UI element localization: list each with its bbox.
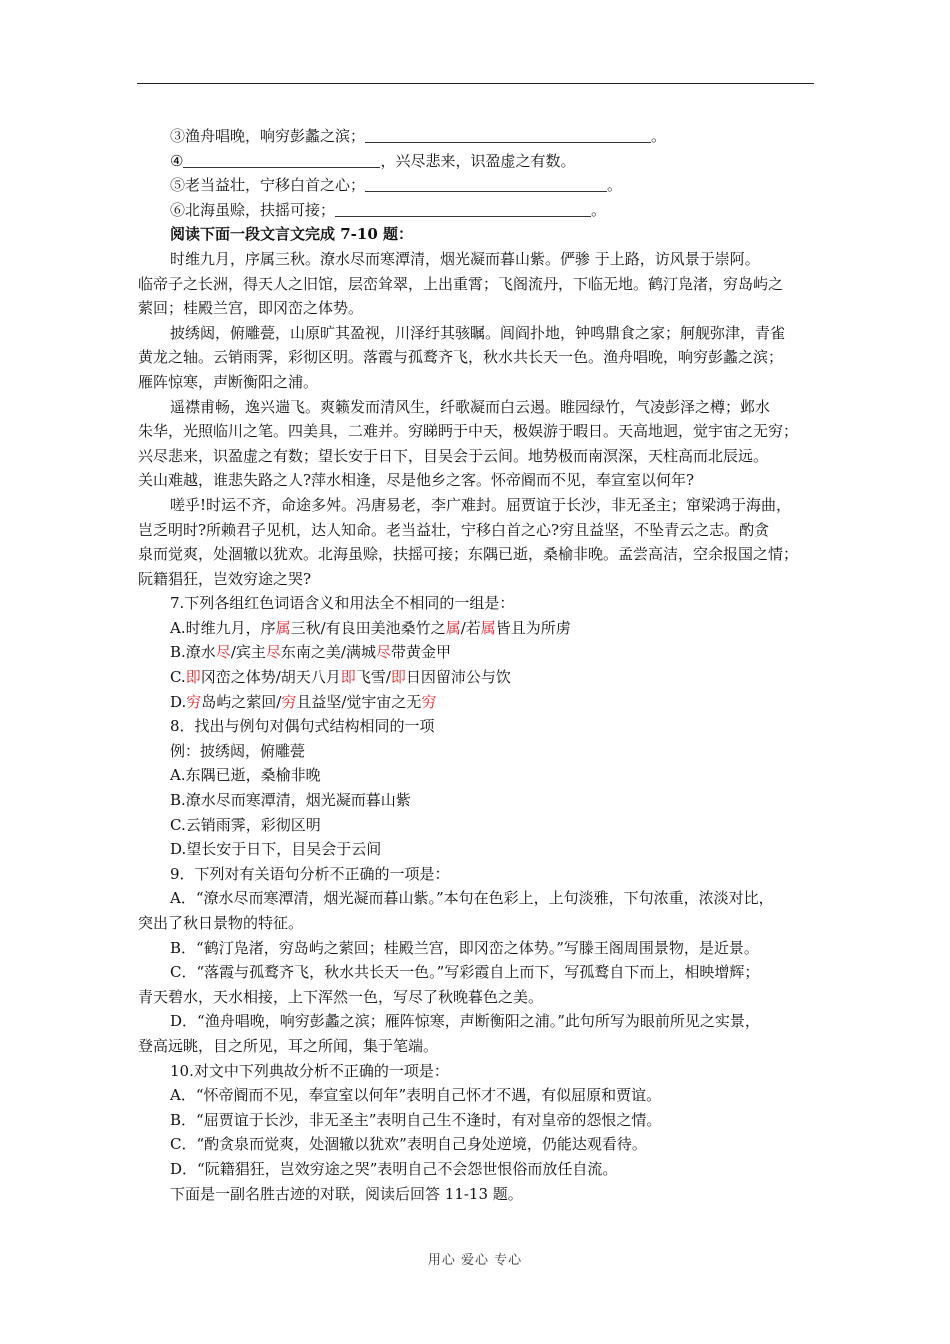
q7-d-text: 岛屿之萦回/ xyxy=(201,692,282,711)
answer-blank-3[interactable] xyxy=(365,127,651,143)
q7-b-highlight: 尽 xyxy=(265,643,281,662)
passage-line: 黄龙之轴。云销雨霁，彩彻区明。落霞与孤鹜齐飞，秋水共长天一色。渔舟唱晚，响穷彭蠡之滨； xyxy=(138,348,784,367)
passage-line: 萦回；桂殿兰宫，即冈峦之体势。 xyxy=(138,299,364,318)
fill-blank-3-text: ③渔舟唱晚，响穷彭蠡之滨； xyxy=(170,127,366,145)
q9-option-c[interactable]: C．“落霞与孤鹜齐飞，秋水共长天一色。”写彩霞自上而下，写孤鹜自下而上，相映增辉； xyxy=(170,963,760,982)
q9-option-d-cont: 登高远眺，目之所见，耳之所闻，集于笔端。 xyxy=(138,1036,439,1055)
q7-b-text: 带黄金甲 xyxy=(390,643,451,662)
fill-blank-5-text: ⑤老当益壮，宁移白首之心； xyxy=(170,176,366,195)
q10-option-d[interactable]: D．“阮籍猖狂，岂效穷途之哭”表明自己不会怨世恨俗而放任自流。 xyxy=(170,1159,618,1178)
q7-b-text: /宾主 xyxy=(230,643,266,662)
q7-c-text: C. xyxy=(170,668,186,687)
q9-stem: 9．下列对有关语句分析不正确的一项是： xyxy=(170,864,450,883)
fill-blank-4-num: ④ xyxy=(170,151,184,170)
q7-option-c[interactable] xyxy=(138,665,818,690)
q7-c-text: 冈峦之体势/胡天八月 xyxy=(200,668,341,687)
q7-option-d[interactable] xyxy=(138,690,818,715)
q10-option-c[interactable]: C．“酌贪泉而觉爽，处涸辙以犹欢”表明自己身处逆境，仍能达观看待。 xyxy=(170,1135,647,1154)
answer-blank-6[interactable] xyxy=(335,201,591,217)
q7-a-text: 皆且为所虏 xyxy=(495,618,571,637)
q9-option-b[interactable]: B．“鹤汀凫渚，穷岛屿之萦回；桂殿兰宫，即冈峦之体势。”写滕王阁周围景物，是近景。 xyxy=(170,938,759,957)
q8-example: 例：披绣闼，俯雕甍 xyxy=(170,741,306,760)
q7-c-text: 飞雪/ xyxy=(355,668,391,687)
q7-b-highlight: 尽 xyxy=(215,643,231,662)
q9-option-a-cont: 突出了秋日景物的特征。 xyxy=(138,914,304,932)
fill-blank-6-end: 。 xyxy=(591,200,607,219)
q7-d-text: 且益坚/觉宇宙之无 xyxy=(296,692,422,711)
q7-stem: 7.下列各组红色词语含义和用法全不相同的一组是： xyxy=(170,594,515,613)
q7-option-b[interactable] xyxy=(138,640,818,665)
page-footer: 用心 爱心 专心 xyxy=(427,1253,523,1268)
passage-line: 披绣闼，俯雕甍，山原旷其盈视，川泽纡其骇瞩。闾阎扑地，钟鸣鼎食之家；舸舰弥津，青雀 xyxy=(170,323,786,342)
passage-line: 泉而觉爽，处涸辙以犹欢。北海虽赊，扶摇可接；东隅已逝，桑榆非晚。孟尝高洁，空余报国之情； xyxy=(138,545,799,564)
q7-a-text: A.时维九月，序 xyxy=(170,618,276,637)
q7-c-text: 日因留沛公与饮 xyxy=(405,668,511,687)
q7-b-text: 东南之美/满城 xyxy=(280,643,376,662)
q7-c-highlight: 即 xyxy=(340,668,356,687)
q7-c-highlight: 即 xyxy=(390,668,406,687)
passage-line: 朱华，光照临川之笔。四美具，二难并。穷睇眄于中天，极娱游于暇日。天高地迥，觉宇宙之无穷； xyxy=(138,422,799,441)
fill-blank-4-text: ，兴尽悲来，识盈虚之有数。 xyxy=(380,151,576,170)
passage-line: 兴尽悲来，识盈虚之有数；望长安于日下，目吴会于云间。地势极而南溟深，天柱高而北辰远。 xyxy=(138,446,769,465)
q7-b-highlight: 尽 xyxy=(375,643,391,662)
q7-d-text: D. xyxy=(170,692,187,711)
q7-d-highlight: 穷 xyxy=(281,692,297,711)
q7-d-highlight: 穷 xyxy=(421,692,437,711)
answer-blank-5[interactable] xyxy=(365,176,607,192)
passage-line: 临帝子之长洲，得天人之旧馆，层峦耸翠，上出重霄；飞阁流丹，下临无地。鹤汀凫渚，穷岛屿之 xyxy=(138,274,784,293)
q10-option-a[interactable]: A．“怀帝阍而不见，奉宣室以何年”表明自己怀才不遇，有似屈原和贾谊。 xyxy=(170,1086,662,1105)
q7-a-highlight: 属 xyxy=(275,618,291,637)
passage-line: 雁阵惊寒，声断衡阳之浦。 xyxy=(138,372,319,391)
passage-line: 岂乏明时?所赖君子见机，达人知命。老当益壮，宁移白首之心?穷且益坚，不坠青云之志。酌贪 xyxy=(138,520,770,539)
fill-blank-6 xyxy=(138,198,818,223)
answer-blank-4[interactable] xyxy=(183,152,380,168)
q10-stem: 10.对文中下列典故分析不正确的一项是： xyxy=(170,1061,449,1080)
q7-b-text: B.潦水 xyxy=(170,643,216,662)
q8-stem: 8．找出与例句对偶句式结构相同的一项 xyxy=(170,717,435,736)
passage-line: 时维九月，序属三秋。潦水尽而寒潭清，烟光凝而暮山紫。俨骖 于上路，访风景于崇阿。 xyxy=(170,249,760,268)
q9-option-c-cont: 青天碧水，天水相接，上下浑然一色，写尽了秋晚暮色之美。 xyxy=(138,987,544,1006)
q7-a-highlight: 属 xyxy=(480,618,496,637)
q8-option-b[interactable]: B.潦水尽而寒潭清，烟光凝而暮山紫 xyxy=(170,791,411,810)
q7-a-text: 三秋/有良田美池桑竹之 xyxy=(290,618,446,637)
couplet-intro: 下面是一副名胜古迹的对联，阅读后回答 11-13 题。 xyxy=(170,1184,523,1203)
q8-option-c[interactable]: C.云销雨霁，彩彻区明 xyxy=(170,815,321,834)
fill-blank-5-end: 。 xyxy=(607,176,623,195)
q8-option-d[interactable]: D.望长安于日下，目吴会于云间 xyxy=(170,840,382,859)
passage-line: 阮籍猖狂，岂效穷途之哭? xyxy=(138,569,312,588)
q9-option-a[interactable]: A．“潦水尽而寒潭清，烟光凝而暮山紫。”本句在色彩上，上句淡雅，下句浓重，浓淡对比， xyxy=(170,889,774,908)
fill-blank-6-text: ⑥北海虽赊，扶摇可接； xyxy=(170,200,336,219)
passage-line: 遥襟甫畅，逸兴遄飞。爽籁发而清风生，纤歌凝而白云遏。睢园绿竹，气凌彭泽之樽；邺水 xyxy=(170,397,771,416)
header-rule xyxy=(137,83,814,84)
fill-blank-4 xyxy=(138,149,818,174)
q7-a-highlight: 属 xyxy=(445,618,461,637)
reading-heading: 阅读下面一段文言文完成 7-10 题： xyxy=(170,225,413,244)
q7-c-highlight: 即 xyxy=(185,668,201,687)
passage-line: 关山难越，谁悲失路之人?萍水相逢，尽是他乡之客。怀帝阍而不见，奉宣室以何年? xyxy=(138,471,695,490)
fill-blank-3-end: 。 xyxy=(651,127,667,145)
q10-option-b[interactable]: B．“屈贾谊于长沙，非无圣主”表明自己生不逢时，有对皇帝的怨恨之情。 xyxy=(170,1110,662,1129)
passage-line: 嗟乎!时运不齐，命途多舛。冯唐易老，李广难封。屈贾谊于长沙，非无圣主；窜梁鸿于海曲， xyxy=(170,495,792,514)
fill-blank-3 xyxy=(138,124,818,149)
q9-option-d[interactable]: D．“渔舟唱晚，响穷彭蠡之滨；雁阵惊寒，声断衡阳之浦。”此句所写为眼前所见之实景， xyxy=(170,1012,760,1031)
q7-a-text: /若 xyxy=(460,618,481,637)
fill-blank-5 xyxy=(138,173,818,198)
q7-option-a[interactable] xyxy=(138,616,818,641)
q7-d-highlight: 穷 xyxy=(186,692,202,711)
document-body xyxy=(138,124,818,1206)
q8-option-a[interactable]: A.东隅已逝，桑榆非晚 xyxy=(170,766,321,785)
